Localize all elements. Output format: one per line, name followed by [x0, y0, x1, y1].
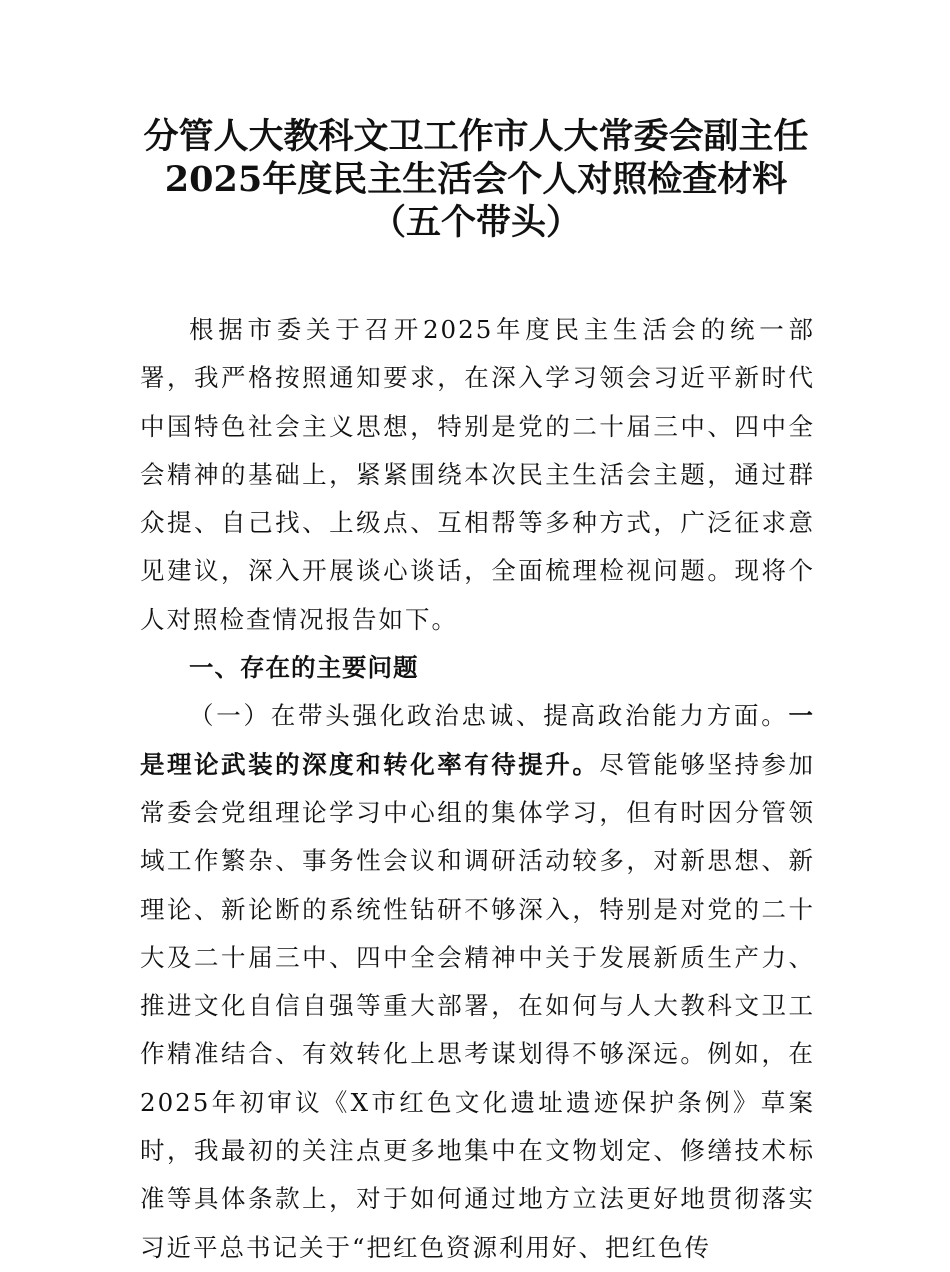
section-heading: 一、存在的主要问题 — [189, 653, 419, 683]
intro-paragraph: 根据市委关于召开2025年度民主生活会的统一部署，我严格按照通知要求，在深入学习领会习近平新时代中国特色社会主义思想，特别是党的二十届三中、四中全会精神的基础上，紧紧围绕本次民主生活会主题，通过群众提、自己找、上级点、互相帮等多种方式，广泛征求意见建议，深入开展谈心谈话，全面梳理检视问题。现将个人对照检查情况报告如下。 — [140, 315, 815, 634]
subsection-lead: （一）在带头强化政治忠诚、提高政治能力方面。 — [189, 701, 789, 731]
subsection-text: 尽管能够坚持参加常委会党组理论学习中心组的集体学习，但有时因分管领域工作繁杂、事务性会议和调研活动较多，对新思想、新理论、新论断的系统性钻研不够深入，特别是对党的二十大及二十届三中、四中全会精神中关于发展新质生产力、推进文化自信自强等重大部署，在如何与人大教科文卫工作精准结合、有效转化上思考谋划得不够深远。例如，在2025年初审议《X市红色文化遗址遗迹保护条例》草案时，我最初的关注点更多地集中在文物划定、修缮技术标准等具体条款上，对于如何通过地方立法更好地贯彻落实习近平总书记关于“把红色资源利用好、把红色传 — [140, 749, 816, 1262]
document-title: 分管人大教科文卫工作市人大常委会副主任2025年度民主生活会个人对照检查材料（五个带头） — [143, 116, 809, 243]
subsection-bold-point: 一是理论武装的深度和转化率有待提升。 — [140, 701, 815, 779]
document-body — [140, 306, 815, 1272]
subsection-paragraph — [140, 692, 815, 1272]
